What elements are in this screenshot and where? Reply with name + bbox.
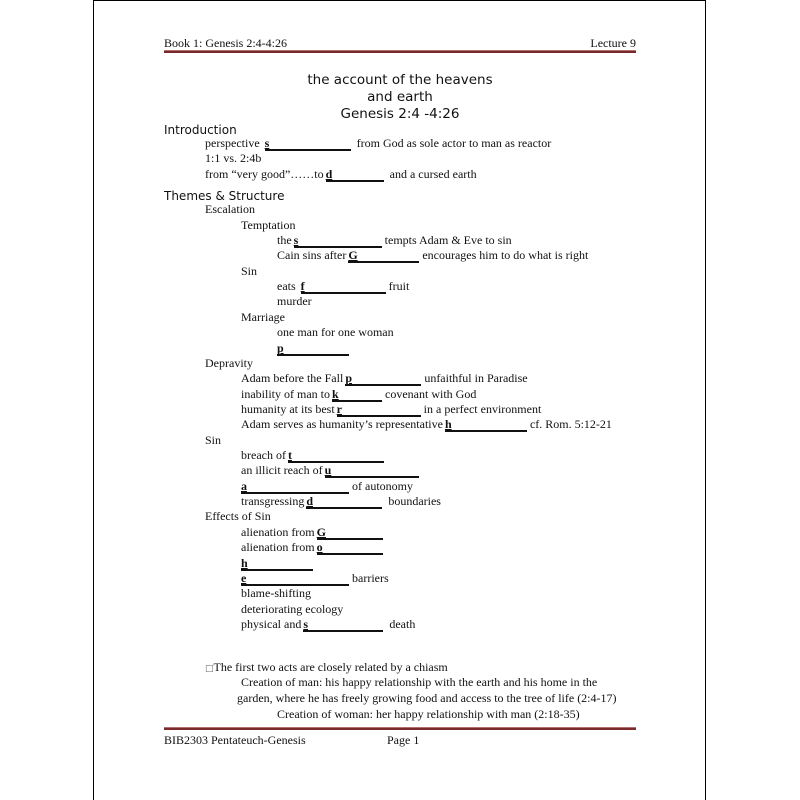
line-text: from “very good”……to <box>205 167 324 181</box>
line-text: transgressing <box>241 494 305 508</box>
outline-line <box>241 463 422 478</box>
line-text: physical and <box>241 617 302 631</box>
outline-line <box>241 617 415 632</box>
fill-in-blank: s <box>265 137 351 151</box>
fill-in-blank: o <box>317 541 383 555</box>
page-header <box>164 36 636 50</box>
outline-line <box>277 233 512 248</box>
fill-in-blank: p <box>345 372 421 386</box>
fill-in-blank: p <box>277 342 349 356</box>
outline-line <box>205 167 477 182</box>
line-text: covenant with God <box>385 387 477 401</box>
fill-in-blank: r <box>337 403 421 417</box>
footer-rule <box>164 727 636 730</box>
fill-in-blank: e <box>241 572 349 586</box>
section-heading-themes: Themes & Structure <box>164 189 285 203</box>
line-text: Adam before the Fall <box>241 371 344 385</box>
fill-in-blank: d <box>306 495 382 509</box>
outline-line <box>277 279 409 294</box>
line-text: of autonomy <box>352 479 413 493</box>
line-text: unfaithful in Paradise <box>424 371 528 385</box>
line-text: in a perfect environment <box>423 402 542 416</box>
line-text: fruit <box>388 279 410 293</box>
outline-line <box>241 417 612 432</box>
footer-course: BIB2303 Pentateuch-Genesis <box>164 733 306 747</box>
chiasm-intro <box>205 660 448 676</box>
line-text: humanity at its best <box>241 402 335 416</box>
fill-in-blank: h <box>241 557 313 571</box>
outline-line <box>205 136 551 151</box>
outline-line: deteriorating ecology <box>241 602 344 616</box>
header-book-title: Book 1: Genesis 2:4-4:26 <box>164 36 287 50</box>
line-text: encourages him to do what is right <box>422 248 589 262</box>
outline-line: blame-shifting <box>241 586 311 600</box>
outline-line <box>241 525 386 540</box>
header-lecture-number: Lecture 9 <box>590 36 636 50</box>
footer-page-number: Page 1 <box>387 733 420 747</box>
outline-line: murder <box>277 294 312 308</box>
fill-in-blank: G <box>317 526 383 540</box>
chiasm-line: garden, where he has freely growing food and access to the tree of life (2:4-17) <box>237 691 617 705</box>
line-text: barriers <box>352 571 389 585</box>
fill-in-blank: h <box>445 418 527 432</box>
line-text: an illicit reach of <box>241 463 323 477</box>
outline-subheading: Depravity <box>205 356 253 370</box>
outline-line <box>241 402 541 417</box>
line-text: inability of man to <box>241 387 330 401</box>
outline-line: 1:1 vs. 2:4b <box>205 151 262 165</box>
outline-line <box>239 571 389 586</box>
fill-in-blank: a <box>241 480 349 494</box>
outline-subheading: Marriage <box>241 310 285 324</box>
line-text: cf. Rom. 5:12-21 <box>529 417 612 431</box>
chiasm-line: Creation of woman: her happy relationship with man (2:18-35) <box>277 707 580 721</box>
outline-line: one man for one woman <box>277 325 394 339</box>
fill-in-blank: s <box>303 618 383 632</box>
line-text: Cain sins after <box>277 248 347 262</box>
checkbox-icon: □ <box>205 664 214 674</box>
fill-in-blank: f <box>301 280 386 294</box>
outline-line <box>241 540 386 555</box>
outline-line <box>241 387 476 402</box>
line-text: perspective <box>205 136 260 150</box>
line-text: The first two acts are closely related by a chiasm <box>213 660 448 674</box>
chiasm-line: Creation of man: his happy relationship with the earth and his home in the <box>241 675 598 689</box>
outline-subheading: Temptation <box>241 218 296 232</box>
outline-line <box>239 479 413 494</box>
document-title <box>164 72 636 123</box>
fill-in-blank: s <box>294 234 382 248</box>
fill-in-blank: t <box>288 449 384 463</box>
outline-line <box>239 556 316 571</box>
fill-in-blank: G <box>348 249 419 263</box>
title-line-2: and earth <box>367 89 433 105</box>
line-text: breach of <box>241 448 286 462</box>
outline-line <box>241 448 387 463</box>
outline-subheading: Effects of Sin <box>205 509 271 523</box>
outline-line <box>241 494 441 509</box>
outline-subheading: Escalation <box>205 202 255 216</box>
fill-in-blank: u <box>325 464 419 478</box>
title-line-1: the account of the heavens <box>307 72 493 88</box>
line-text: tempts Adam & Eve to sin <box>384 233 512 247</box>
header-rule <box>164 50 636 53</box>
section-heading-introduction: Introduction <box>164 123 237 137</box>
line-text: alienation from <box>241 525 315 539</box>
outline-subheading: Sin <box>205 433 222 447</box>
outline-line <box>277 248 588 263</box>
line-text: Adam serves as humanity’s representative <box>241 417 443 431</box>
line-text: boundaries <box>388 494 441 508</box>
line-text: death <box>389 617 416 631</box>
line-text: the <box>277 233 292 247</box>
outline-subheading: Sin <box>241 264 258 278</box>
fill-in-blank: k <box>332 388 382 402</box>
fill-in-blank: d <box>326 168 384 182</box>
outline-line <box>241 371 528 386</box>
outline-line <box>275 341 352 356</box>
title-line-3: Genesis 2:4 -4:26 <box>340 106 460 122</box>
line-text: eats <box>277 279 296 293</box>
line-text: and a cursed earth <box>389 167 477 181</box>
line-text: alienation from <box>241 540 315 554</box>
line-text: from God as sole actor to man as reactor <box>356 136 552 150</box>
